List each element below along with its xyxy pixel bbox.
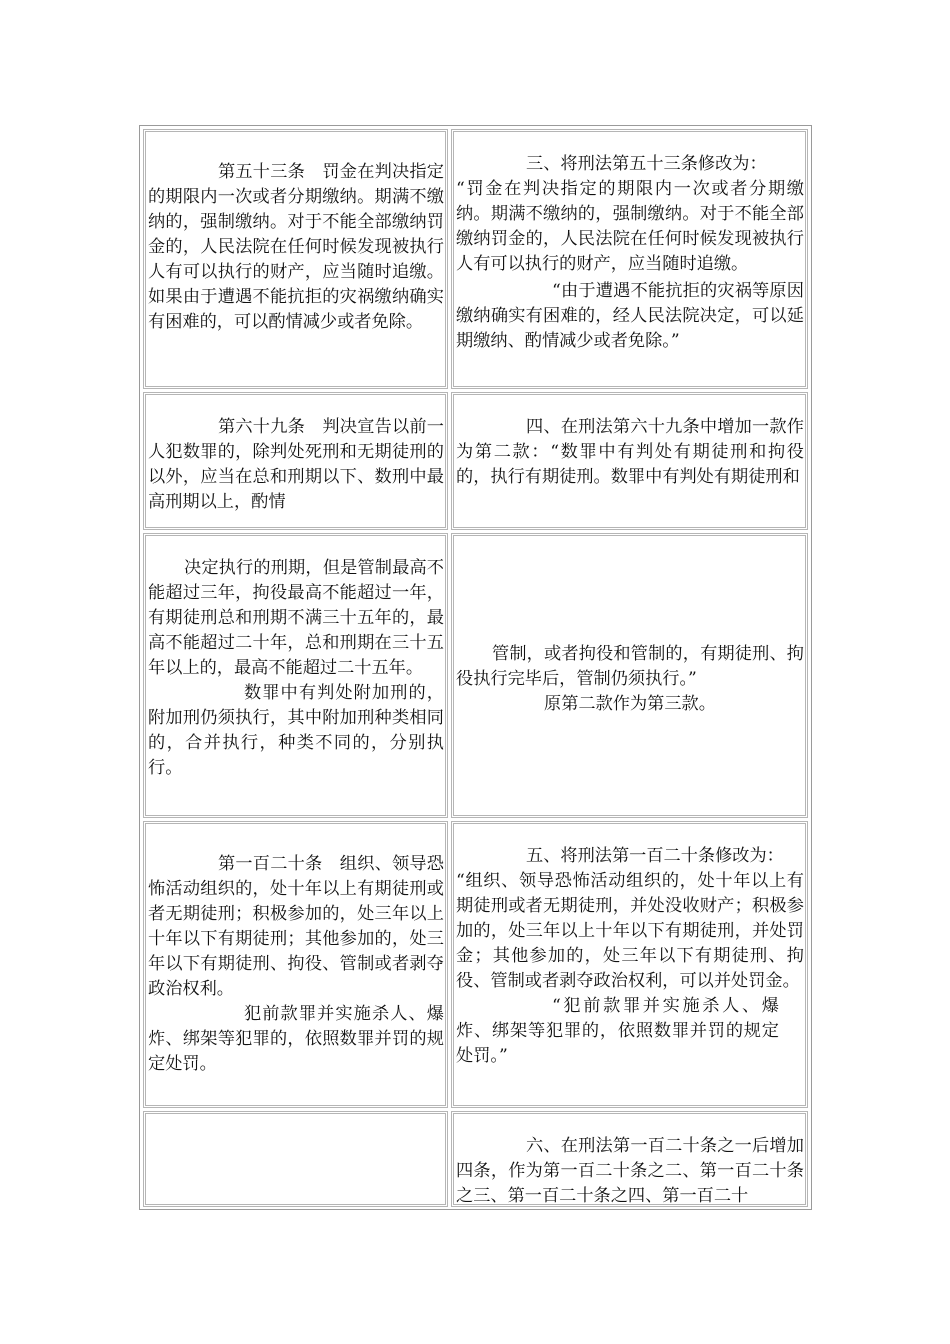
article-69-original: 第六十九条 判决宣告以前一人犯数罪的，除判处死刑和无期徒刑的以外，应当在总和刑期以下、数刑中最高刑期以上，酌情 [148,417,444,512]
amendment-text-cell [451,129,808,389]
table-row [140,1111,811,1207]
article-120-original: 第一百二十条 组织、领导恐怖活动组织的，处十年以上有期徒刑或者无期徒刑；积极参加的，处三年以上十年以下有期徒刑；其他参加的，处三年以下有期徒刑、拘役、管制或者剥夺政治权利。 [148,854,444,999]
table-row [140,129,811,389]
amendment-6-paragraph: 六、在刑法第一百二十条之一后增加四条，作为第一百二十条之二、第一百二十条之三、第一百二十条之四、第一百二十 [456,1136,804,1206]
amendment-5-paragraph-2: “犯前款罪并实施杀人、爆炸、绑架等犯罪的，依照数罪并罚的规定处罚。” [456,996,779,1066]
table-row [140,821,811,1108]
amendment-3-paragraph-2: “由于遭遇不能抗拒的灾祸等原因缴纳确实有困难的，经人民法院决定，可以延期缴纳、酌情减少或者免除。” [456,281,804,351]
amendment-4-closing: 原第二款作为第三款。 [544,694,716,714]
article-69-original-continued: 决定执行的刑期，但是管制最高不能超过三年，拘役最高不能超过一年，有期徒刑总和刑期不满三十五年的，最高不能超过二十年，总和刑期在三十五年以上的，最高不能超过二十五年。 [148,558,444,678]
amendment-5-paragraph-1: “组织、领导恐怖活动组织的，处十年以上有期徒刑或者无期徒刑，并处没收财产；积极参加的，处三年以上十年以下有期徒刑，并处罚金；其他参加的，处三年以下有期徒刑、拘役、管制或者剥夺政治权利，可以并处罚金。 [456,871,804,991]
original-text-cell [143,1111,448,1207]
table-row [140,533,811,818]
amendment-text-cell [451,392,808,530]
original-text-cell [143,821,448,1108]
amendment-3-paragraph-1: “罚金在判决指定的期限内一次或者分期缴纳。期满不缴纳的，强制缴纳。对于不能全部缴纳罚金的，人民法院在任何时候发现被执行人有可以执行的财产，应当随时追缴。 [456,179,804,274]
original-text-cell [143,392,448,530]
amendment-4-paragraph: 四、在刑法第六十九条中增加一款作为第二款：“数罪中有判处有期徒刑和拘役的，执行有期徒刑。数罪中有判处有期徒刑和 [456,417,804,487]
article-120-original-paragraph-2: 犯前款罪并实施杀人、爆炸、绑架等犯罪的，依照数罪并罚的规定处罚。 [148,1004,444,1074]
amendment-5-heading: 五、将刑法第一百二十条修改为： [526,846,784,866]
article-53-original: 第五十三条 罚金在判决指定的期限内一次或者分期缴纳。期满不缴纳的，强制缴纳。对于不能全部缴纳罚金的，人民法院在任何时候发现被执行人有可以执行的财产，应当随时追缴。如果由于遭遇不能抗拒的灾祸缴纳确实有困难的，可以酌情减少或者免除。 [148,162,444,332]
amendment-text-cell [451,821,808,1108]
table-row [140,392,811,530]
amendment-3-heading: 三、将刑法第五十三条修改为： [526,154,767,174]
amendment-text-cell [451,1111,808,1207]
amendment-comparison-table [139,125,812,1210]
amendment-4-continued: 管制，或者拘役和管制的，有期徒刑、拘役执行完毕后，管制仍须执行。” [456,644,804,689]
original-text-cell [143,129,448,389]
amendment-text-cell [451,533,808,818]
original-text-cell [143,533,448,818]
article-69-original-paragraph-2: 数罪中有判处附加刑的，附加刑仍须执行，其中附加刑种类相同的，合并执行，种类不同的，分别执行。 [148,683,444,778]
